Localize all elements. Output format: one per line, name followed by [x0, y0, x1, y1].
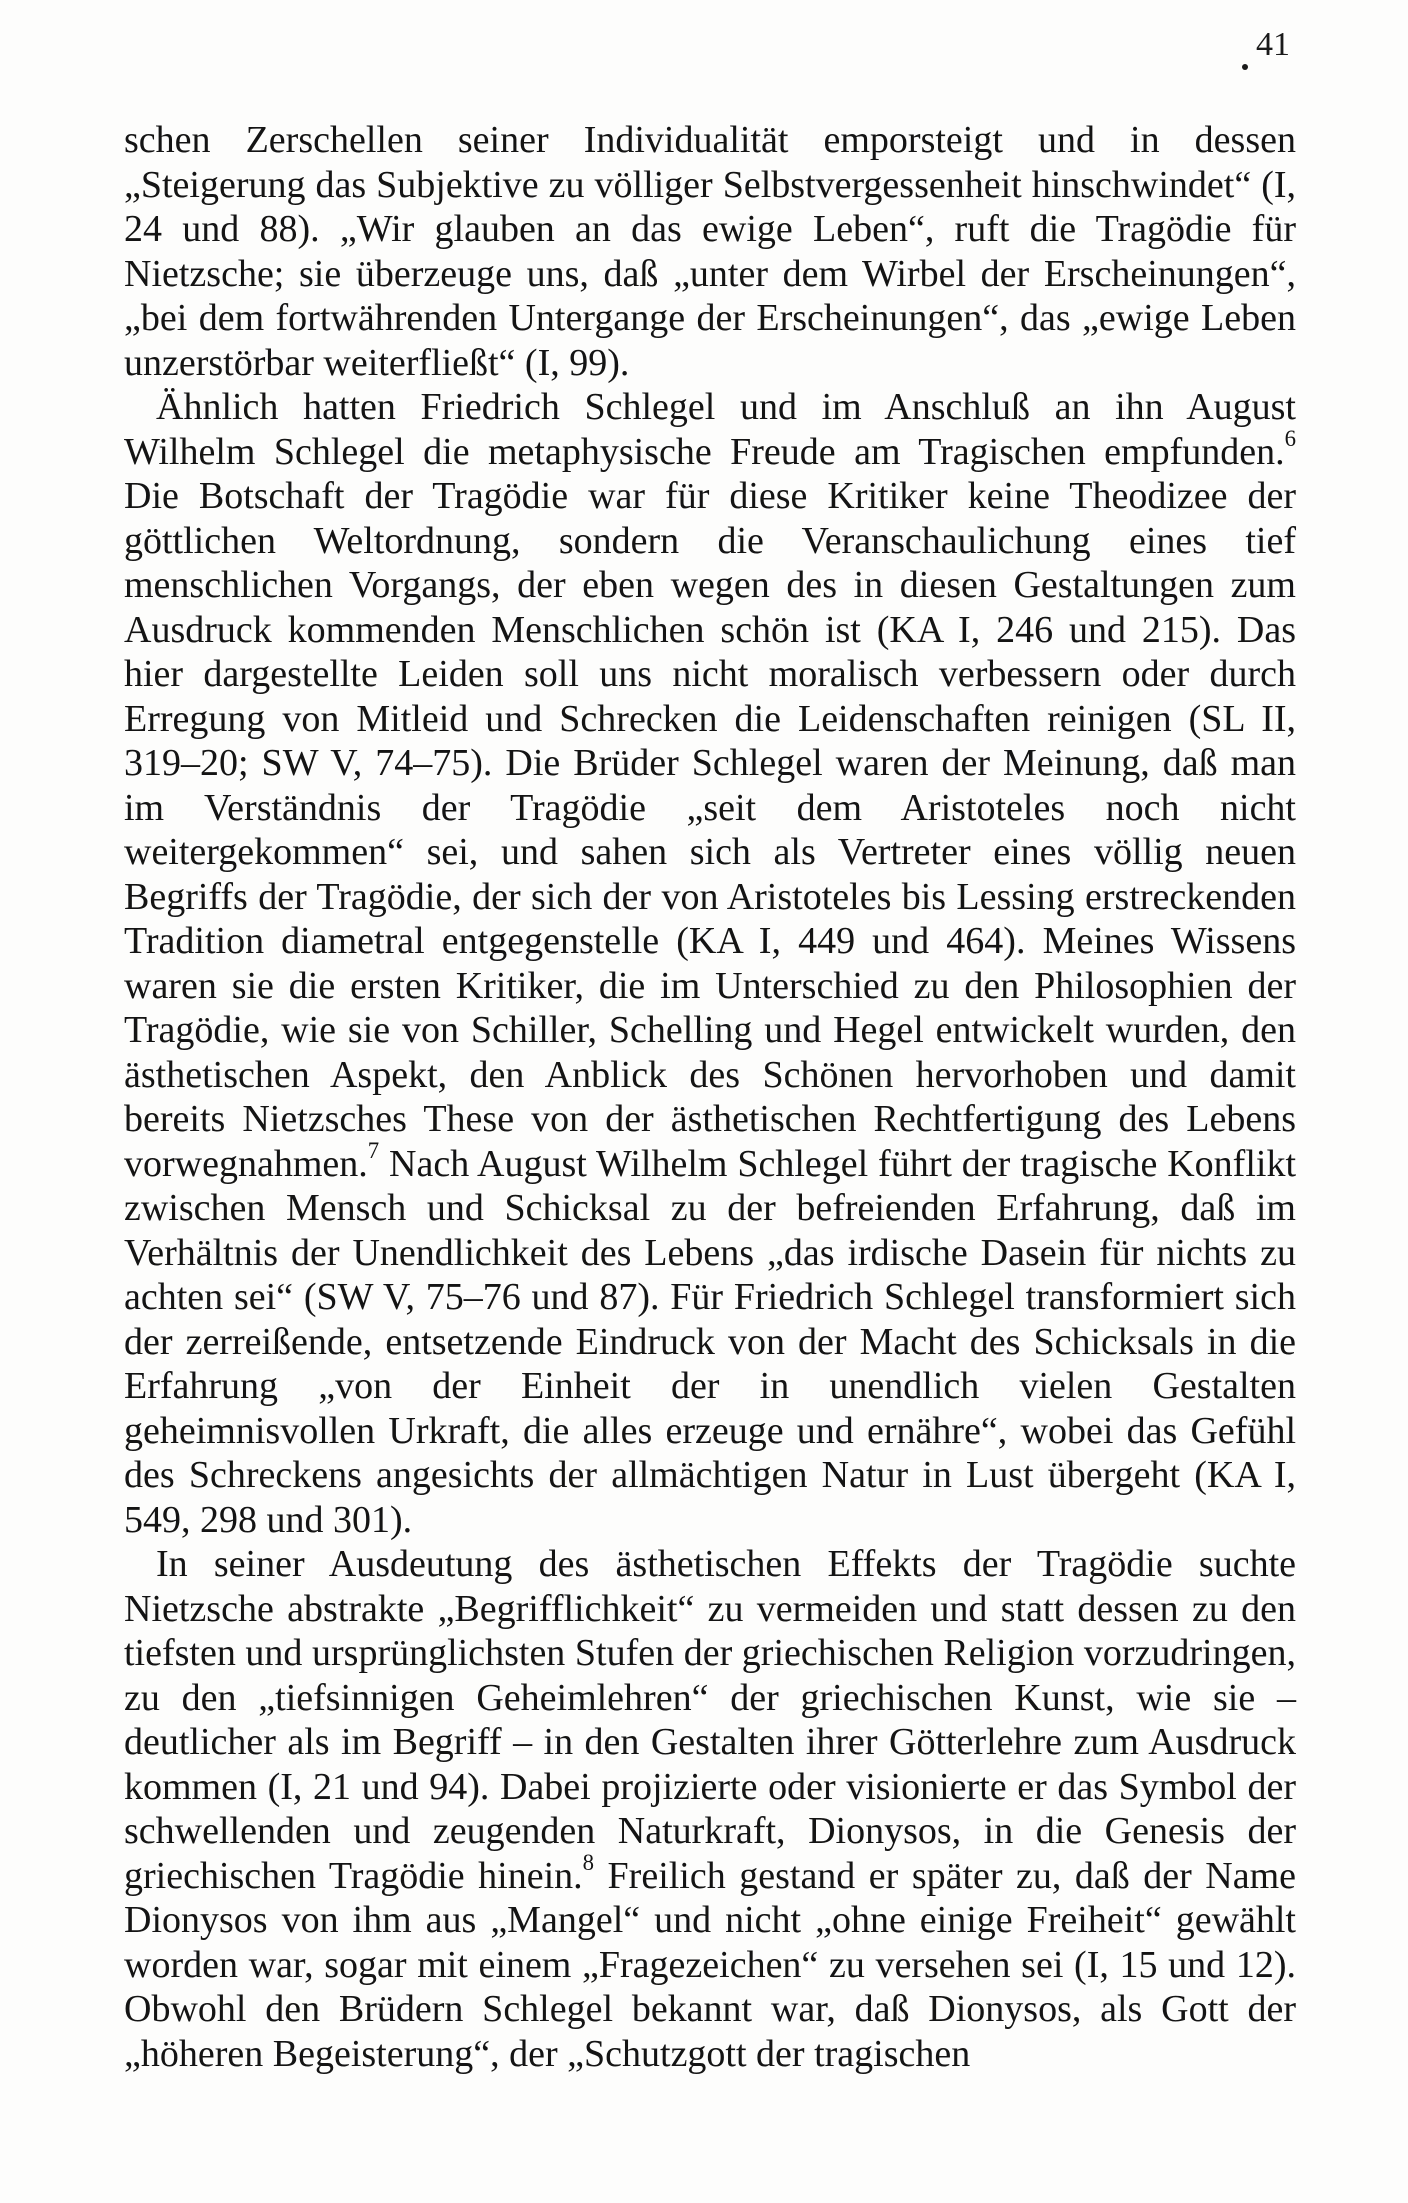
paragraph-3	[124, 1542, 1296, 2076]
paragraph-2-text-a: Ähnlich hatten Friedrich Schlegel und im Anschluß an ihn August Wilhelm Schlegel die metaphysische Freude am Tragischen empfunden.	[124, 386, 1296, 473]
paragraph-1-text: schen Zerschellen seiner Individualität emporsteigt und in dessen „Steigerung das Subjektive zu völliger Selbstvergessenheit hinschwindet“ (I, 24 und 88). „Wir glauben an das ewige Leben“, ruft die Tragödie für Nietzsche; sie überzeuge uns, daß „unter dem Wirbel der Erscheinungen“, „bei dem fortwährenden Untergange der Erscheinungen“, das „ewige Leben unzerstörbar weiterfließt“ (I, 99).	[124, 119, 1296, 384]
paragraph-3-text-b: Freilich gestand er später zu, daß der Name Dionysos von ihm aus „Mangel“ und nicht „ohne einige Freiheit“ gewählt worden war, sogar mit einem „Fragezeichen“ zu versehen sei (I, 15 und 12). Obwohl den Brüdern Schlegel bekannt war, daß Dionysos, als Gott der „höheren Begeisterung“, der „Schutzgott der tragischen	[124, 1854, 1297, 2075]
paragraph-3-text-a: In seiner Ausdeutung des ästhetischen Effekts der Tragödie suchte Nietzsche abstrakte „Begrifflichkeit“ zu vermeiden und statt dessen zu den tiefsten und ursprünglichsten Stufen der griechischen Religion vorzudringen, zu den „tiefsinnigen Geheimlehren“ der griechischen Kunst, wie sie – deutlicher als im Begriff – in den Gestalten ihrer Götterlehre zum Ausdruck kommen (I, 21 und 94). Dabei projizierte oder visionierte er das Symbol der schwellenden und zeugenden Naturkraft, Dionysos, in die Genesis der griechischen Tragödie hinein.	[124, 1543, 1296, 1897]
print-dot-mark	[1242, 64, 1248, 70]
footnote-ref-7: 7	[367, 1138, 380, 1164]
body-text	[124, 118, 1296, 2076]
paragraph-2	[124, 385, 1296, 1542]
footnote-ref-8: 8	[582, 1850, 595, 1876]
page-number: 41	[1256, 26, 1290, 63]
paragraph-2-text-c: Nach August Wilhelm Schlegel führt der tragische Konflikt zwischen Mensch und Schicksal zu der befreienden Erfahrung, daß im Verhältnis der Unendlichkeit des Lebens „das irdische Dasein für nichts zu achten sei“ (SW V, 75–76 und 87). Für Friedrich Schlegel transformiert sich der zerreißende, entsetzende Eindruck von der Macht des Schicksals in die Erfahrung „von der Einheit der in unendlich vielen Gestalten geheimnisvollen Urkraft, die alles erzeuge und ernähre“, wobei das Gefühl des Schreckens angesichts der allmächtigen Natur in Lust übergeht (KA I, 549, 298 und 301).	[124, 1142, 1296, 1541]
paragraph-2-text-b: Die Botschaft der Tragödie war für diese Kritiker keine Theodizee der göttlichen Weltordnung, sondern die Veranschaulichung eines tief menschlichen Vorgangs, der eben wegen des in diesen Gestaltungen zum Ausdruck kommenden Menschlichen schön ist (KA I, 246 und 215). Das hier dargestellte Leiden soll uns nicht moralisch verbessern oder durch Erregung von Mitleid und Schrecken die Leidenschaften reinigen (SL II, 319–20; SW V, 74–75). Die Brüder Schlegel waren der Meinung, daß man im Verständnis der Tragödie „seit dem Aristoteles noch nicht weitergekommen“ sei, und sahen sich als Vertreter eines völlig neuen Begriffs der Tragödie, der sich der von Aristoteles bis Lessing erstreckenden Tradition diametral entgegenstelle (KA I, 449 und 464). Meines Wissens waren sie die ersten Kritiker, die im Unterschied zu den Philosophien der Tragödie, wie sie von Schiller, Schelling und Hegel entwickelt wurden, den ästhetischen Aspekt, den Anblick des Schönen hervorhoben und damit bereits Nietzsches These von der ästhetischen Rechtfertigung des Lebens vorwegnahmen.	[124, 475, 1296, 1185]
footnote-ref-6: 6	[1284, 426, 1296, 452]
paragraph-1	[124, 118, 1296, 385]
